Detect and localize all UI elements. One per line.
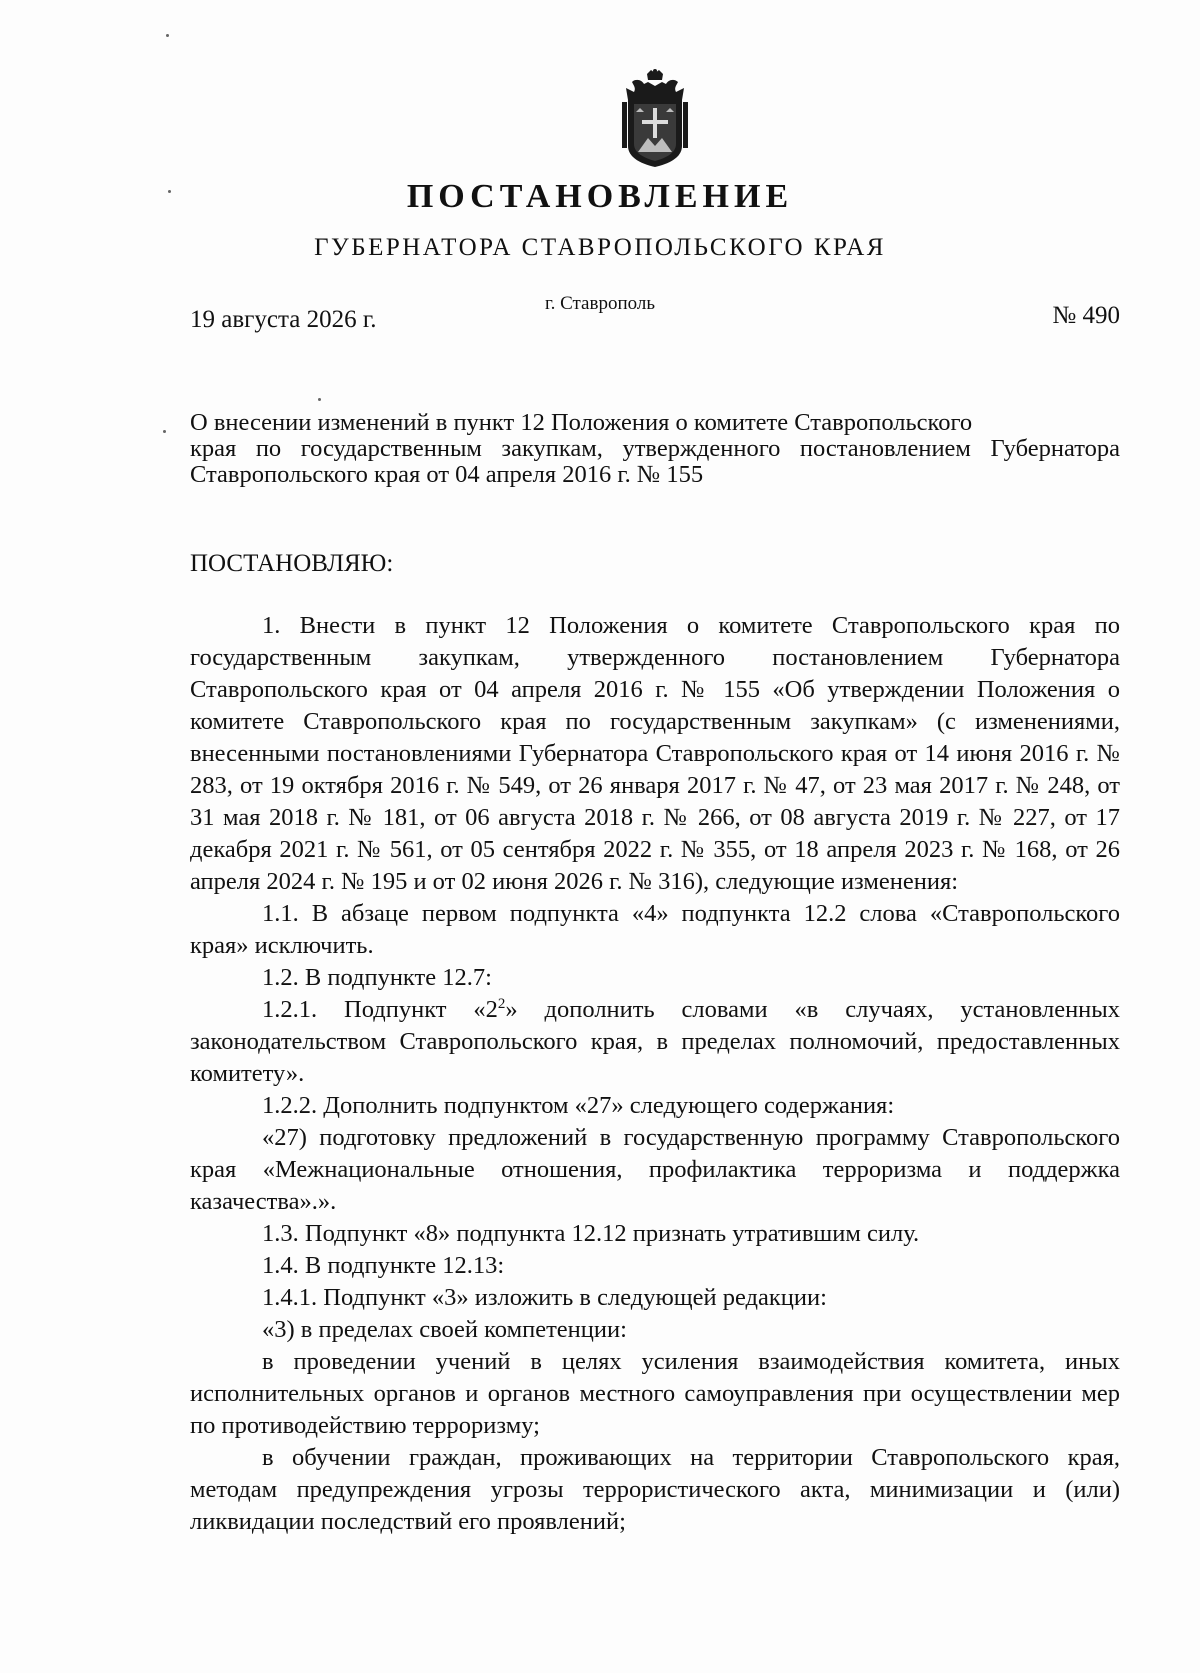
issuing-authority: ГУБЕРНАТОРА СТАВРОПОЛЬСКОГО КРАЯ [314, 234, 886, 261]
paragraph: в обучении граждан, проживающих на территории Ставропольского края, методам предупреждения угрозы террористического акта, минимизации и (или) ликвидации последствий его проявлений; [190, 1444, 1120, 1535]
paragraph: 1.4. В подпункте 12.13: [262, 1252, 505, 1279]
document-number: № 490 [1052, 302, 1120, 329]
paragraph: 1.2.2. Дополнить подпунктом «27» следующего содержания: [262, 1092, 895, 1119]
paragraph: 1. Внести в пункт 12 Положения о комитете Ставропольского края по государственным закупкам, утвержденного постановлением Губернатора Ставропольского края от 04 апреля 2016 г. № 155 «Об утверждении Положения о комитете Ставропольского края по государственным закупкам» (с изменениями, внесенными постановлениями Губернатора Ставропольского края от 14 июня 2016 г. № 283, от 19 октября 2016 г. № 549, от 26 января 2017 г. № 47, от 23 мая 2017 г. № 248, от 31 мая 2018 г. № 181, от 06 августа 2018 г. № 266, от 08 августа 2019 г. № 227, от 17 декабря 2021 г. № 561, от 05 сентября 2022 г. № 355, от 18 апреля 2023 г. № 168, от 26 апреля 2024 г. № 195 и от 02 июня 2026 г. № 316), следующие изменения: [190, 612, 1120, 895]
document-body [190, 610, 1120, 1538]
document-title-continuation: края по государственным закупкам, утвержденного постановлением Губернатора Ставропольского края от 04 апреля 2016 г. № 155 [190, 435, 1120, 488]
paragraph [190, 994, 1120, 1090]
document-city: г. Ставрополь [544, 293, 656, 314]
paragraph: в проведении учений в целях усиления взаимодействия комитета, иных исполнительных органов и органов местного самоуправления при осуществлении мер по противодействию терроризму; [190, 1348, 1120, 1439]
paragraph: 1.2. В подпункте 12.7: [262, 964, 492, 991]
scan-speck [166, 34, 169, 37]
scan-speck [168, 190, 171, 193]
paragraph-text: 1.2.1. Подпункт «2 [262, 996, 498, 1023]
scan-speck [318, 398, 321, 401]
document-title-line: О внесении изменений в пункт 12 Положения о комитете Ставропольского [190, 409, 973, 436]
stavropol-krai-coat-of-arms-icon [618, 68, 692, 168]
scan-speck [163, 430, 166, 433]
directive-heading: ПОСТАНОВЛЯЮ: [190, 550, 394, 577]
paragraph: 1.1. В абзаце первом подпункта «4» подпункта 12.2 слова «Ставропольского края» исключить. [190, 900, 1120, 959]
document-date: 19 августа 2026 г. [190, 306, 377, 333]
superscript: 2 [497, 995, 506, 1012]
document-type-heading: ПОСТАНОВЛЕНИЕ [406, 178, 794, 215]
paragraph: «3) в пределах своей компетенции: [262, 1316, 627, 1343]
paragraph: 1.3. Подпункт «8» подпункта 12.12 признать утратившим силу. [262, 1220, 920, 1247]
paragraph: 1.4.1. Подпункт «3» изложить в следующей редакции: [262, 1284, 827, 1311]
paragraph-text: » дополнить словами «в случаях, установленных законодательством Ставропольского края, в пределах полномочий, предоставленных комитету». [190, 996, 1120, 1087]
document-title [190, 410, 1120, 488]
paragraph: «27) подготовку предложений в государственную программу Ставропольского края «Межнациональные отношения, профилактика терроризма и поддержка казачества».». [190, 1124, 1120, 1215]
